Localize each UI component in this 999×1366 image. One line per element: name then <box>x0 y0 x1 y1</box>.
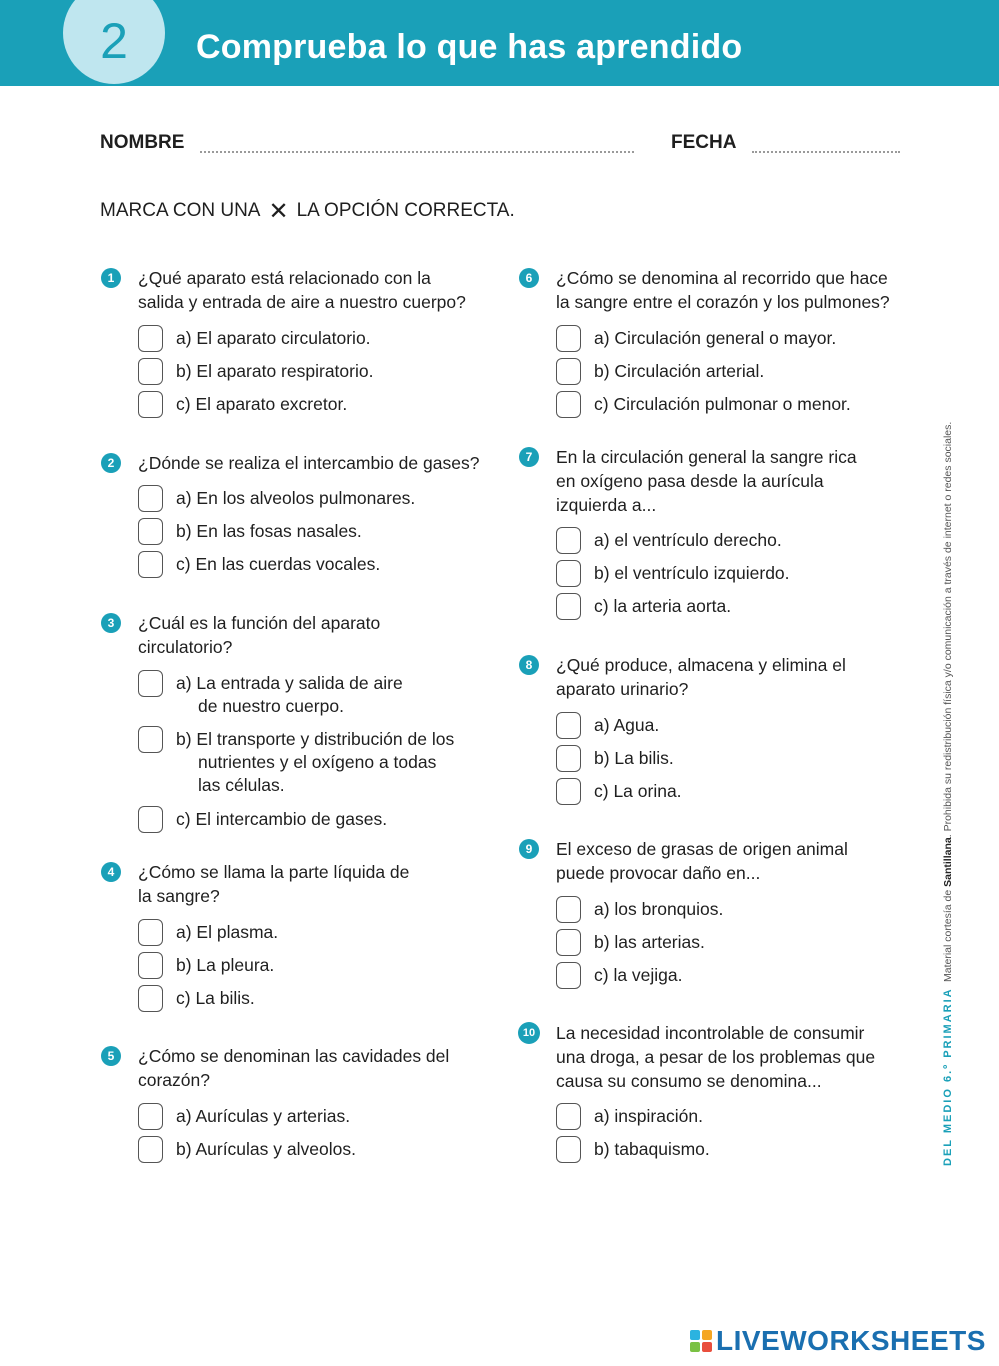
publisher-name: Santillana <box>942 837 954 887</box>
option-text: b) El aparato respiratorio. <box>176 361 374 381</box>
instruction <box>100 197 515 225</box>
option-text: b) el ventrículo izquierdo. <box>594 563 790 583</box>
answer-checkbox[interactable] <box>138 485 163 512</box>
option-text: b) Aurículas y alveolos. <box>176 1139 356 1159</box>
question-number: 6 <box>519 268 539 288</box>
answer-checkbox[interactable] <box>138 726 163 753</box>
liveworksheets-logo-icon <box>690 1330 712 1352</box>
question-number: 10 <box>518 1022 540 1044</box>
option-text: a) El plasma. <box>176 922 279 942</box>
option-text <box>176 728 454 797</box>
option-text: c) la arteria aorta. <box>594 596 732 616</box>
option-text: c) Circulación pulmonar o menor. <box>594 394 851 414</box>
option-text: b) tabaquismo. <box>594 1139 710 1159</box>
date-field[interactable] <box>752 151 900 153</box>
answer-checkbox[interactable] <box>138 670 163 697</box>
option-text: c) El aparato excretor. <box>176 394 348 414</box>
instruction-text-after: LA OPCIÓN CORRECTA. <box>296 200 515 221</box>
option-text: a) Circulación general o mayor. <box>594 328 837 348</box>
question-number: 9 <box>519 839 539 859</box>
question-number: 5 <box>101 1046 121 1066</box>
answer-checkbox[interactable] <box>556 358 581 385</box>
option-text <box>176 672 403 718</box>
option-text: b) En las fosas nasales. <box>176 521 362 541</box>
answer-checkbox[interactable] <box>556 962 581 989</box>
question-text: ¿Cómo se denomina al recorrido que hace la sangre entre el corazón y los pulmones? <box>556 268 890 312</box>
answer-checkbox[interactable] <box>556 929 581 956</box>
answer-checkbox[interactable] <box>138 806 163 833</box>
answer-checkbox[interactable] <box>556 391 581 418</box>
option-line: nutrientes y el oxígeno a todas <box>198 752 437 772</box>
question-number: 2 <box>101 453 121 473</box>
copyright-prefix: Material cortesía de <box>942 886 954 982</box>
option-line: b) El transporte y distribución de los <box>176 729 455 749</box>
answer-checkbox[interactable] <box>556 325 581 352</box>
option-text: b) La pleura. <box>176 955 275 975</box>
question-text: El exceso de grasas de origen animal puede provocar daño en... <box>556 839 848 883</box>
option-line: de nuestro cuerpo. <box>198 696 344 716</box>
option-line: las células. <box>198 775 285 795</box>
answer-checkbox[interactable] <box>138 952 163 979</box>
option-text: a) el ventrículo derecho. <box>594 530 782 550</box>
answer-checkbox[interactable] <box>556 712 581 739</box>
option-text: a) Agua. <box>594 715 660 735</box>
question-text: La necesidad incontrolable de consumir una droga, a pesar de los problemas que causa su consumo se denomina... <box>556 1023 876 1091</box>
option-text: c) El intercambio de gases. <box>176 809 388 829</box>
question-text: ¿Qué produce, almacena y elimina el aparato urinario? <box>556 655 846 699</box>
answer-checkbox[interactable] <box>138 985 163 1012</box>
option-text: c) La orina. <box>594 781 682 801</box>
option-text: a) inspiración. <box>594 1106 703 1126</box>
option-text: a) Aurículas y arterias. <box>176 1106 351 1126</box>
answer-checkbox[interactable] <box>556 560 581 587</box>
x-mark-icon: ✕ <box>268 197 289 225</box>
option-text: a) El aparato circulatorio. <box>176 328 371 348</box>
series-label: DEL MEDIO 6.º PRIMARIA <box>942 987 954 1166</box>
question-text: ¿Qué aparato está relacionado con la salida y entrada de aire a nuestro cuerpo? <box>138 268 466 312</box>
answer-checkbox[interactable] <box>138 358 163 385</box>
answer-checkbox[interactable] <box>556 896 581 923</box>
question-number: 4 <box>101 862 121 882</box>
question-text: ¿Cuál es la función del aparato circulatorio? <box>138 613 381 657</box>
question-text: ¿Cómo se denominan las cavidades del corazón? <box>138 1046 450 1090</box>
option-text: c) la vejiga. <box>594 965 683 985</box>
option-text: a) En los alveolos pulmonares. <box>176 488 416 508</box>
option-text: c) La bilis. <box>176 988 255 1008</box>
question-number: 1 <box>101 268 121 288</box>
liveworksheets-logo[interactable] <box>690 1325 986 1357</box>
answer-checkbox[interactable] <box>556 527 581 554</box>
answer-checkbox[interactable] <box>138 1136 163 1163</box>
question-text: ¿Dónde se realiza el intercambio de gases? <box>138 453 480 473</box>
date-label: FECHA <box>671 132 737 153</box>
option-text: b) las arterias. <box>594 932 705 952</box>
liveworksheets-logo-text: LIVEWORKSHEETS <box>716 1325 986 1356</box>
unit-number-badge: 2 <box>63 0 165 84</box>
option-text: b) Circulación arterial. <box>594 361 765 381</box>
name-label: NOMBRE <box>100 132 185 153</box>
question-number: 7 <box>519 447 539 467</box>
answer-checkbox[interactable] <box>138 919 163 946</box>
question-text: En la circulación general la sangre rica en oxígeno pasa desde la aurícula izquierda a... <box>556 447 857 515</box>
instruction-text-before: MARCA CON UNA <box>100 200 261 221</box>
question-number: 3 <box>101 613 121 633</box>
answer-checkbox[interactable] <box>556 1136 581 1163</box>
name-field[interactable] <box>200 151 634 153</box>
answer-checkbox[interactable] <box>138 1103 163 1130</box>
header-bar <box>0 0 999 86</box>
option-text: a) los bronquios. <box>594 899 724 919</box>
answer-checkbox[interactable] <box>138 391 163 418</box>
answer-checkbox[interactable] <box>556 1103 581 1130</box>
answer-checkbox[interactable] <box>138 551 163 578</box>
question-number: 8 <box>519 655 539 675</box>
answer-checkbox[interactable] <box>556 593 581 620</box>
copyright-note <box>942 382 954 982</box>
answer-checkbox[interactable] <box>556 778 581 805</box>
answer-checkbox[interactable] <box>138 518 163 545</box>
option-text: b) La bilis. <box>594 748 674 768</box>
page-title: Comprueba lo que has aprendido <box>196 28 743 66</box>
option-line: a) La entrada y salida de aire <box>176 673 403 693</box>
answer-checkbox[interactable] <box>138 325 163 352</box>
question-text: ¿Cómo se llama la parte líquida de la sangre? <box>138 862 410 906</box>
option-text: c) En las cuerdas vocales. <box>176 554 381 574</box>
copyright-suffix: . Prohibida su redistribución física y/o comunicación a través de internet o redes sociales. <box>942 421 954 838</box>
answer-checkbox[interactable] <box>556 745 581 772</box>
